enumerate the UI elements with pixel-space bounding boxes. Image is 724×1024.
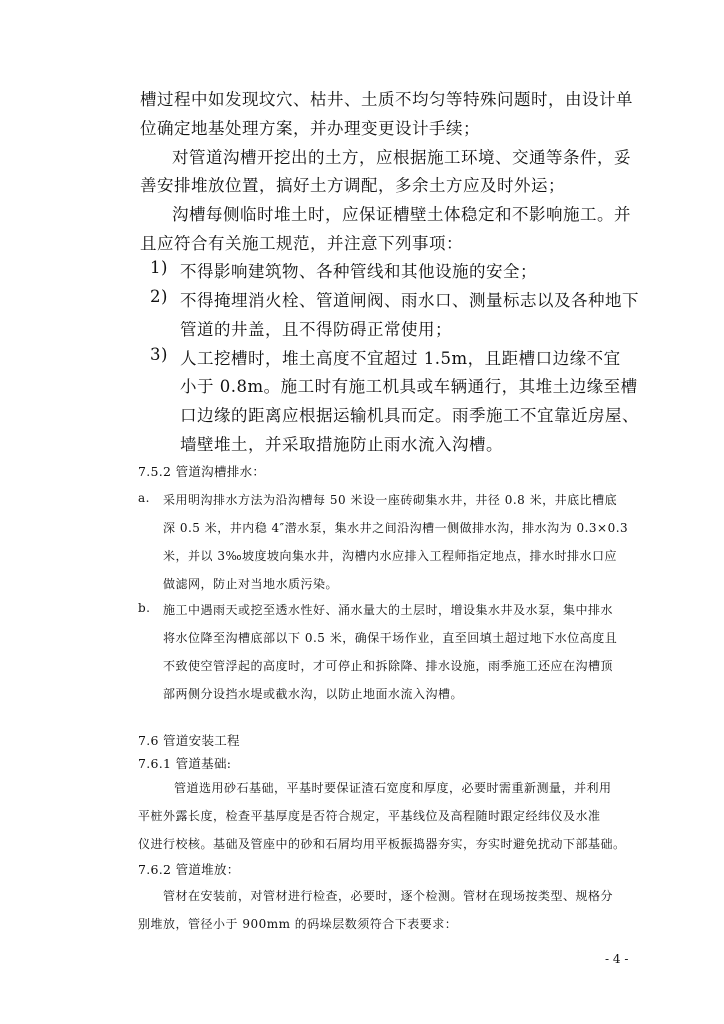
list-item-line: 部两侧分设挡水堤或截水沟，以防止地面水流入沟槽。	[163, 687, 464, 701]
list-label: a.	[138, 491, 150, 505]
body-line: 善安排堆放位置，搞好土方调配，多余土方应及时外运；	[140, 176, 565, 195]
list-label: b.	[138, 601, 151, 615]
body-line: 位确定地基处理方案，并办理变更设计手续；	[140, 119, 480, 138]
list-item-line: 墙壁堆土，并采取措施防止雨水流入沟槽。	[180, 435, 503, 454]
body-line: 别堆放，管径小于 900mm 的码垛层数须符合下表要求：	[138, 917, 458, 931]
section-heading: 7.5.2 管道沟槽排水：	[138, 464, 266, 479]
body-line: 槽过程中如发现坟穴、枯井、土质不均匀等特殊问题时，由设计单	[140, 90, 633, 109]
list-item-line: 米，并以 3‰坡度坡向集水井，沟槽内水应排入工程师指定地点，排水时排水口应	[163, 549, 618, 563]
list-item-line: 口边缘的距离应根据运输机具而定。雨季施工不宜靠近房屋、	[180, 406, 639, 425]
section-heading: 7.6 管道安装工程	[138, 733, 240, 748]
list-item-line: 施工中遇雨天或挖至透水性好、涌水量大的土层时，增设集水井及水泵，集中排水	[163, 603, 614, 617]
subsection-heading: 7.6.2 管道堆放：	[138, 862, 240, 877]
list-number: 1)	[150, 258, 168, 277]
list-item-line: 管道的井盖，且不得防碍正常使用；	[180, 320, 452, 339]
list-item-line: 将水位降至沟槽底部以下 0.5 米，确保干场作业，直至回填土超过地下水位高度且	[163, 631, 618, 645]
list-item-line: 采用明沟排水方法为沿沟槽每 50 米设一座砖砌集水井，井径 0.8 米，井底比槽底	[163, 493, 618, 507]
list-item-line: 人工挖槽时，堆土高度不宜超过 1.5m，且距槽口边缘不宜	[180, 349, 621, 368]
list-item-line: 深 0.5 米，井内稳 4″潜水泵，集水井之间沿沟槽一侧做排水沟，排水沟为 0.3×0.3	[163, 521, 629, 535]
body-line: 仪进行校核。基础及管座中的砂和石屑均用平板振捣器夯实，夯实时避免扰动下部基础。	[138, 837, 626, 851]
page-number: - 4 -	[605, 952, 629, 966]
list-item-line: 做滤网，防止对当地水质污染。	[163, 577, 339, 591]
subsection-heading: 7.6.1 管道基础:	[138, 756, 232, 771]
body-line: 沟槽每侧临时堆土时，应保证槽壁土体稳定和不影响施工。并	[172, 205, 631, 224]
body-line: 管道选用砂石基础，平基时要保证渣石宽度和厚度，必要时需重新测量，并利用	[174, 781, 612, 795]
body-line: 对管道沟槽开挖出的土方，应根据施工环境、交通等条件，妥	[172, 148, 631, 167]
list-item-line: 不得掩埋消火栓、管道闸阀、雨水口、测量标志以及各种地下	[180, 291, 639, 310]
list-item-line: 不致使空管浮起的高度时，才可停止和拆除降、排水设施，雨季施工还应在沟槽顶	[163, 659, 614, 673]
body-line: 且应符合有关施工规范，并注意下列事项：	[140, 234, 463, 253]
body-line: 管材在安装前，对管材进行检查，必要时，逐个检测。管材在现场按类型、规格分	[163, 889, 614, 903]
list-number: 3)	[150, 345, 168, 364]
list-item-line: 不得影响建筑物、各种管线和其他设施的安全；	[180, 262, 537, 281]
body-line: 平桩外露长度，检查平基厚度是否符合规定，平基线位及高程随时跟定经纬仪及水准	[138, 809, 601, 823]
list-number: 2)	[150, 287, 168, 306]
list-item-line: 小于 0.8m。施工时有施工机具或车辆通行，其堆土边缘至槽	[180, 377, 638, 396]
